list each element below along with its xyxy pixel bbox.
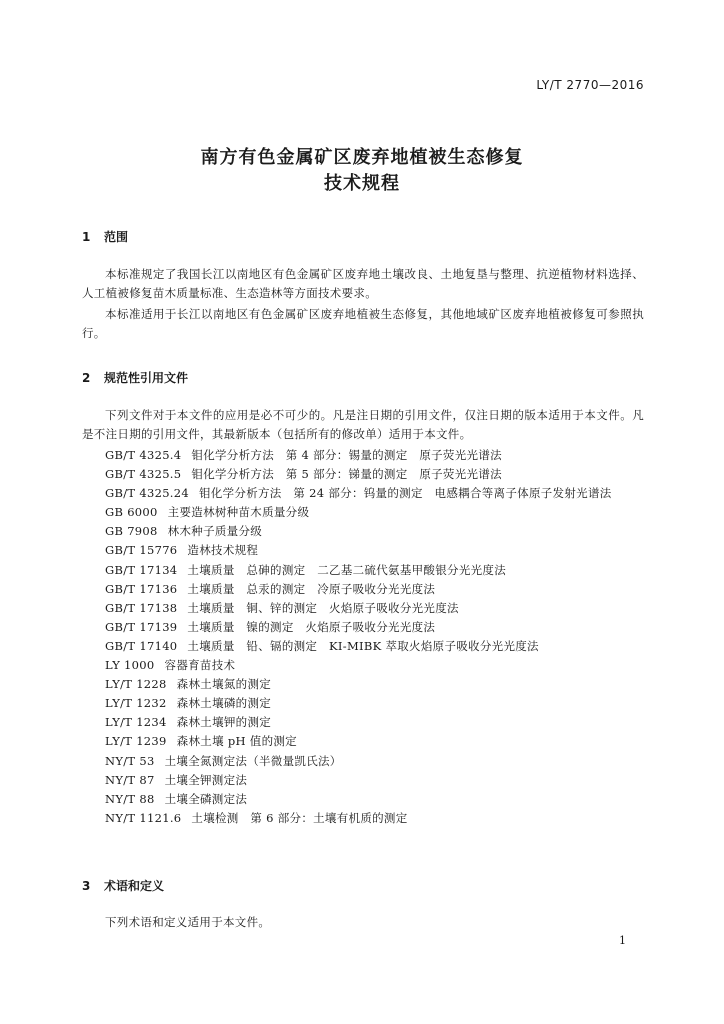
reference-title: 森林土壤钾的测定 <box>176 715 272 730</box>
references-intro-paragraph: 下列文件对于本文件的应用是必不可少的。凡是注日期的引用文件，仅注日期的版本适用于本文件。凡是不注日期的引用文件，其最新版本（包括所有的修改单）适用于本文件。 <box>82 408 644 441</box>
reference-code: LY/T 1239 <box>105 734 167 749</box>
reference-item <box>105 465 665 484</box>
section-title: 术语和定义 <box>104 879 165 893</box>
reference-code: NY/T 88 <box>105 791 155 806</box>
reference-title: 土壤质量 铜、锌的测定 火焰原子吸收分光光度法 <box>187 600 459 615</box>
reference-code: LY 1000 <box>105 658 155 673</box>
reference-list <box>105 446 665 828</box>
reference-item <box>105 713 665 732</box>
reference-title: 钼化学分析方法 第 4 部分：锡量的测定 原子荧光光谱法 <box>191 448 502 462</box>
reference-code: LY/T 1228 <box>105 677 167 692</box>
reference-code: NY/T 87 <box>105 772 155 787</box>
reference-item <box>105 732 665 751</box>
reference-code: GB 6000 <box>105 505 158 520</box>
reference-title: 土壤检测 第 6 部分：土壤有机质的测定 <box>191 810 408 825</box>
reference-code: GB/T 15776 <box>105 543 178 558</box>
reference-code: GB/T 17140 <box>105 638 178 653</box>
reference-item <box>105 503 665 522</box>
reference-item <box>105 580 665 599</box>
section-title: 规范性引用文件 <box>104 371 189 385</box>
reference-title: 土壤全氮测定法（半微量凯氏法） <box>164 753 342 768</box>
reference-title: 森林土壤磷的测定 <box>176 696 272 711</box>
reference-item <box>105 694 665 713</box>
section-number: 2 <box>82 371 91 385</box>
reference-code: GB/T 17136 <box>105 581 178 596</box>
reference-title: 造林技术规程 <box>187 543 259 558</box>
reference-item <box>105 561 665 580</box>
reference-title: 林木种子质量分级 <box>167 524 263 539</box>
reference-title: 土壤质量 铅、镉的测定 KI-MIBK 萃取火焰原子吸收分光光度法 <box>187 638 539 653</box>
reference-code: GB/T 17134 <box>105 562 178 577</box>
reference-item <box>105 522 665 541</box>
reference-title: 土壤质量 总汞的测定 冷原子吸收分光光度法 <box>187 581 436 596</box>
reference-title: 土壤全磷测定法 <box>164 791 248 806</box>
reference-code: LY/T 1234 <box>105 715 167 730</box>
reference-item <box>105 637 665 656</box>
section-number: 3 <box>82 879 91 893</box>
reference-item <box>105 771 665 790</box>
reference-title: 容器育苗技术 <box>164 658 236 673</box>
section-heading-scope <box>82 228 128 245</box>
reference-title: 森林土壤 pH 值的测定 <box>176 734 297 749</box>
document-title-line1: 南方有色金属矿区废弃地植被生态修复 <box>200 147 524 168</box>
reference-code: NY/T 53 <box>105 753 155 768</box>
reference-code: GB/T 4325.24 <box>105 486 189 501</box>
reference-title: 钼化学分析方法 第 24 部分：钨量的测定 电感耦合等离子体原子发射光谱法 <box>199 486 612 501</box>
section-number: 1 <box>82 230 91 244</box>
reference-title: 钼化学分析方法 第 5 部分：锑量的测定 原子荧光光谱法 <box>191 467 502 482</box>
page-number: 1 <box>619 934 626 947</box>
reference-code: NY/T 1121.6 <box>105 810 182 825</box>
reference-code: GB/T 17139 <box>105 619 178 634</box>
terms-intro-paragraph: 下列术语和定义适用于本文件。 <box>105 915 271 929</box>
reference-title: 土壤质量 总砷的测定 二乙基二硫代氨基甲酸银分光光度法 <box>187 562 507 577</box>
standard-code: LY/T 2770—2016 <box>536 78 644 92</box>
reference-title: 土壤全钾测定法 <box>164 772 248 787</box>
reference-item <box>105 484 665 503</box>
reference-title: 土壤质量 镍的测定 火焰原子吸收分光光度法 <box>187 619 436 634</box>
reference-title: 主要造林树种苗木质量分级 <box>167 505 310 520</box>
reference-item <box>105 618 665 637</box>
scope-paragraph-1: 本标准规定了我国长江以南地区有色金属矿区废弃地土壤改良、土地复垦与整理、抗逆植物材料选择、人工植被修复苗木质量标准、生态造林等方面技术要求。 <box>82 267 644 300</box>
reference-item <box>105 656 665 675</box>
reference-item <box>105 790 665 809</box>
reference-item <box>105 809 665 828</box>
reference-code: GB/T 4325.4 <box>105 448 182 462</box>
reference-code: GB 7908 <box>105 524 158 539</box>
reference-item <box>105 599 665 618</box>
section-title: 范围 <box>104 230 129 244</box>
reference-title: 森林土壤氮的测定 <box>176 677 272 692</box>
reference-item <box>105 675 665 694</box>
document-title-line2: 技术规程 <box>324 173 400 194</box>
section-heading-terms-and-definitions <box>82 877 164 894</box>
reference-code: GB/T 17138 <box>105 600 178 615</box>
reference-item <box>105 541 665 560</box>
reference-code: GB/T 4325.5 <box>105 467 182 482</box>
section-heading-normative-references <box>82 369 188 386</box>
scope-paragraph-2: 本标准适用于长江以南地区有色金属矿区废弃地植被生态修复，其他地域矿区废弃地植被修复可参照执行。 <box>82 307 644 340</box>
reference-item <box>105 446 665 465</box>
reference-code: LY/T 1232 <box>105 696 167 711</box>
reference-item <box>105 752 665 771</box>
